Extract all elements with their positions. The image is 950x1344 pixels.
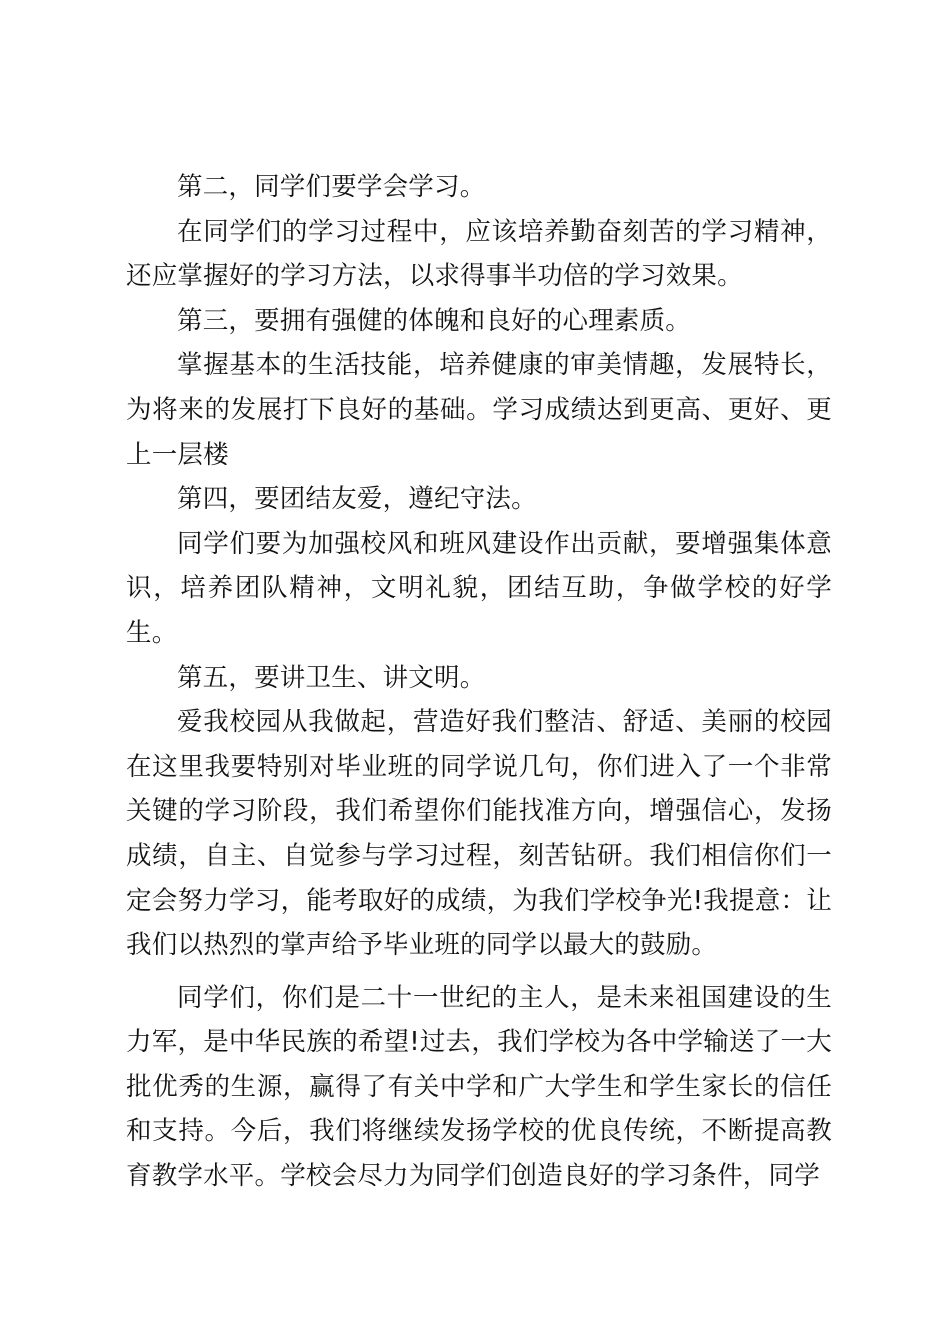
paragraph: 第五，要讲卫生、讲文明。	[177, 662, 486, 693]
paragraph: 第四，要团结友爱，遵纪守法。	[177, 484, 537, 515]
paragraph: 同学们，你们是二十一世纪的主人，是未来祖国建设的生力军，是中华民族的希望!过去，我们学校为各中学输送了一大批优秀的生源，赢得了有关中学和广大学生和学生家长的信任和支持。今后，我们将继续发扬学校的优良传统，不断提高教育教学水平。学校会尽力为同学们创造良好的学习条件，同学	[126, 982, 832, 1192]
paragraph: 掌握基本的生活技能，培养健康的审美情趣，发展特长，为将来的发展打下良好的基础。学习成绩达到更高、更好、更上一层楼	[126, 350, 832, 470]
paragraph: 第二，同学们要学会学习。	[177, 172, 486, 202]
paragraph: 爱我校园从我做起，营造好我们整洁、舒适、美丽的校园在这里我要特别对毕业班的同学说几句，你们进入了一个非常关键的学习阶段，我们希望你们能找准方向，增强信心，发扬成绩，自主、自觉参与学习过程，刻苦钻研。我们相信你们一定会努力学习，能考取好的成绩，为我们学校争光!我提意：让我们以热烈的掌声给予毕业班的同学以最大的鼓励。	[126, 707, 832, 961]
paragraph: 同学们要为加强校风和班风建设作出贡献，要增强集体意识，培养团队精神，文明礼貌，团结互助，争做学校的好学生。	[126, 528, 832, 648]
document-body	[126, 165, 832, 1199]
paragraph: 在同学们的学习过程中，应该培养勤奋刻苦的学习精神，还应掌握好的学习方法，以求得事半功倍的学习效果。	[126, 216, 832, 292]
paragraph: 第三，要拥有强健的体魄和良好的心理素质。	[177, 305, 692, 336]
